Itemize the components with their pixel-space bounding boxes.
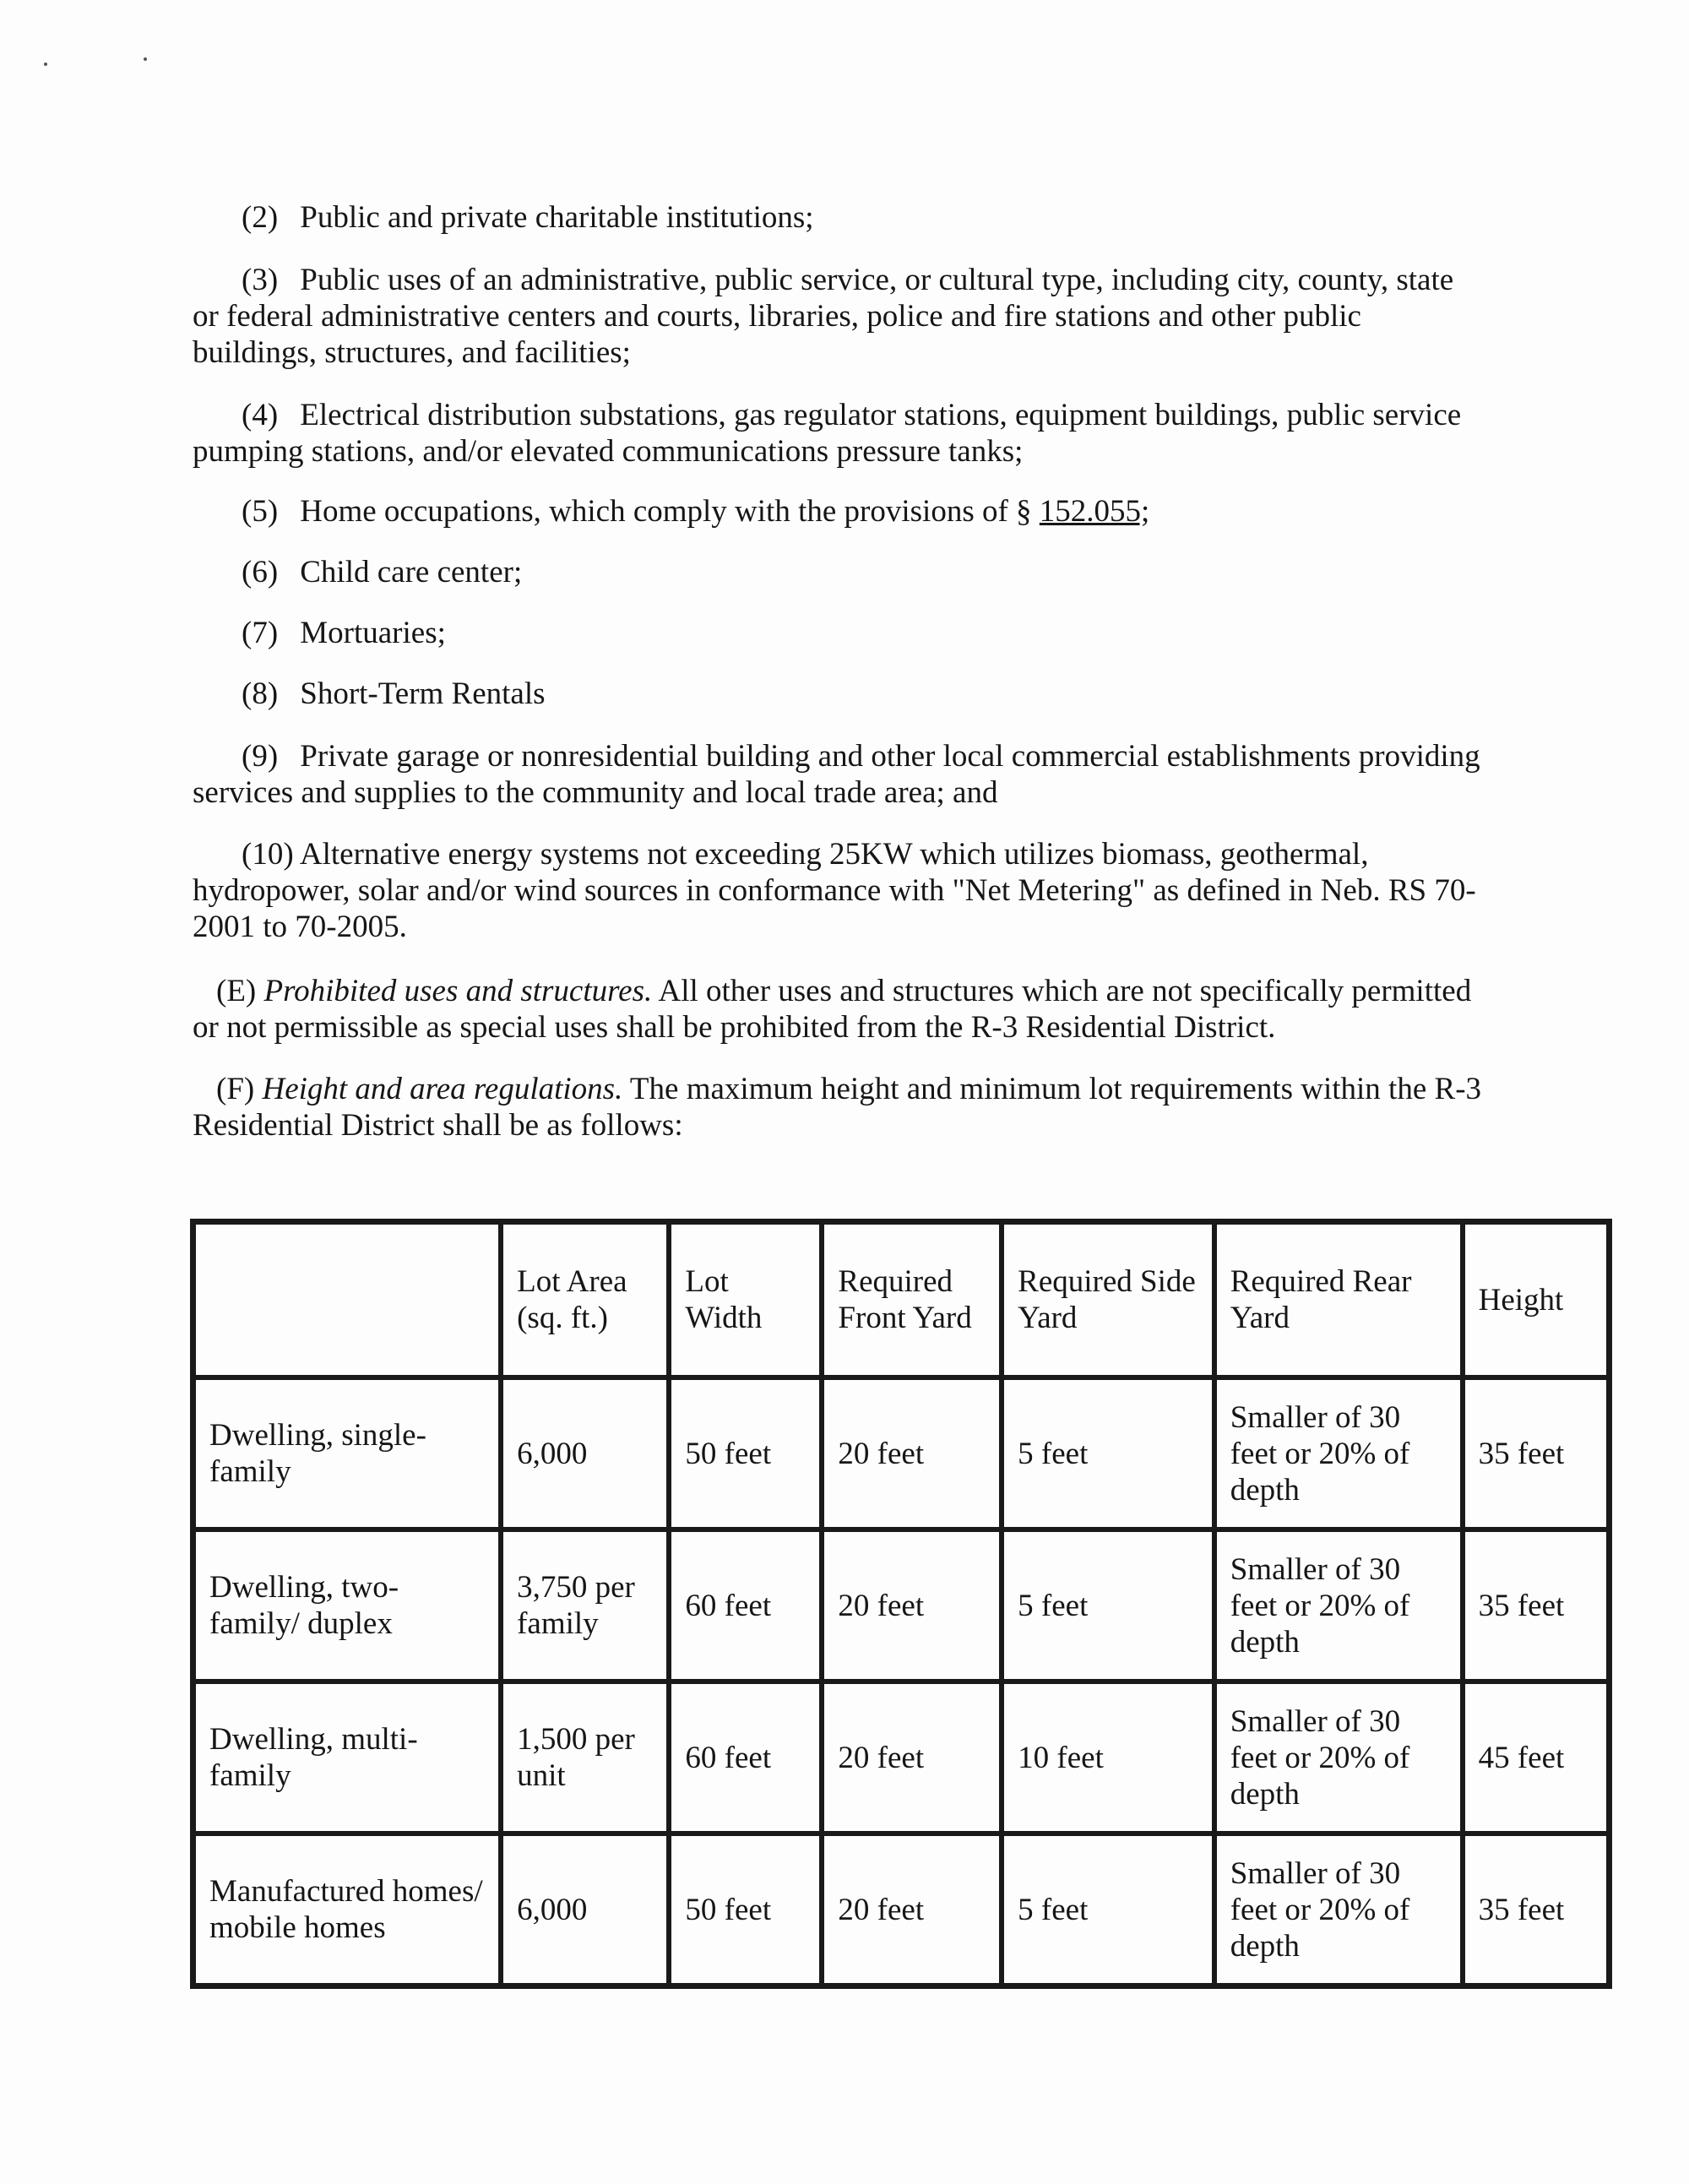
item-text: Electrical distribution substations, gas regulator stations, equipment buildings, public service pumping stations, and/or elevated communications pressure tanks;: [193, 398, 1462, 469]
item-text: Short-Term Rentals: [300, 676, 546, 711]
table-row: [193, 1834, 1609, 1986]
table-cell: 35 feet: [1463, 1377, 1609, 1529]
table-cell: 1,500 per unit: [501, 1681, 669, 1834]
table-cell: 5 feet: [1002, 1529, 1214, 1681]
list-item-9: [193, 738, 1485, 811]
list-item-7: [193, 615, 1485, 651]
item-number: (9): [242, 739, 279, 774]
item-number: (7): [242, 616, 279, 650]
item-text: Alternative energy systems not exceeding 25KW which utilizes biomass, geothermal, hydropower, solar and/or wind sources in conformance with "Net Metering" as defined in Neb. RS 70-2001 to 70-2005.: [193, 837, 1476, 944]
table-cell: 20 feet: [822, 1377, 1002, 1529]
item-number: (3): [242, 263, 279, 297]
table-cell: 50 feet: [669, 1377, 822, 1529]
column-header: Required Front Yard: [822, 1222, 1002, 1377]
item-text: Public uses of an administrative, public service, or cultural type, including city, county, state or federal administrative centers and courts, libraries, police and fire stations and other public buildings, structures, and facilities;: [193, 263, 1454, 370]
table-cell: 20 feet: [822, 1834, 1002, 1986]
item-text: Mortuaries;: [300, 616, 446, 650]
table-cell: 6,000: [501, 1377, 669, 1529]
item-text: Private garage or nonresidential building and other local commercial establishments providing services and supplies to the community and local trade area; and: [193, 739, 1480, 810]
item-number: (10): [242, 837, 294, 872]
table-header-row: [193, 1222, 1609, 1377]
section-body: The maximum height and minimum lot requirements within the R-3 Residential District shall be as follows:: [193, 1072, 1482, 1143]
table-cell: 35 feet: [1463, 1834, 1609, 1986]
list-item-2: [193, 199, 1485, 236]
table-cell: Smaller of 30 feet or 20% of depth: [1214, 1681, 1463, 1834]
column-header: Lot Width: [669, 1222, 822, 1377]
table-row: [193, 1377, 1609, 1529]
item-text: Public and private charitable institutions;: [300, 200, 814, 235]
list-item-8: [193, 676, 1485, 712]
table-cell: Dwelling, single-family: [193, 1377, 501, 1529]
table-cell: 5 feet: [1002, 1834, 1214, 1986]
list-item-10: [193, 836, 1485, 945]
table-cell: 3,750 per family: [501, 1529, 669, 1681]
item-number: (6): [242, 555, 279, 589]
item-text: Home occupations, which comply with the provisions of §: [300, 494, 1040, 529]
list-item-5: [193, 493, 1485, 530]
section-e-prohibited-uses: [193, 973, 1485, 1046]
item-number: (5): [242, 494, 279, 529]
column-header: Height: [1463, 1222, 1609, 1377]
table-cell: 50 feet: [669, 1834, 822, 1986]
table-cell: 10 feet: [1002, 1681, 1214, 1834]
table-cell: Smaller of 30 feet or 20% of depth: [1214, 1529, 1463, 1681]
table-cell: 45 feet: [1463, 1681, 1609, 1834]
item-number: (8): [242, 676, 279, 711]
item-number: (2): [242, 200, 279, 235]
column-header: Lot Area (sq. ft.): [501, 1222, 669, 1377]
table-cell: 60 feet: [669, 1681, 822, 1834]
scan-speck: [144, 57, 147, 61]
item-text: Child care center;: [300, 555, 523, 589]
section-title: Prohibited uses and structures.: [263, 974, 653, 1008]
table-row: [193, 1529, 1609, 1681]
table-cell: 5 feet: [1002, 1377, 1214, 1529]
height-area-regulations-table: [190, 1219, 1612, 1989]
column-header: Required Side Yard: [1002, 1222, 1214, 1377]
section-reference-link[interactable]: 152.055;: [1039, 494, 1150, 529]
scan-speck: [44, 62, 47, 66]
column-header: Required Rear Yard: [1214, 1222, 1463, 1377]
table-cell: 60 feet: [669, 1529, 822, 1681]
section-body: All other uses and structures which are not specifically permitted or not permissible as special uses shall be prohibited from the R-3 Residential District.: [193, 974, 1472, 1045]
section-f-height-area: [193, 1071, 1485, 1144]
column-header: [193, 1222, 501, 1377]
section-label: (E): [216, 974, 257, 1008]
table-cell: Dwelling, multi-family: [193, 1681, 501, 1834]
table-cell: 20 feet: [822, 1529, 1002, 1681]
table-row: [193, 1681, 1609, 1834]
table-cell: Dwelling, two-family/ duplex: [193, 1529, 501, 1681]
section-label: (F): [216, 1072, 255, 1106]
section-title: Height and area regulations.: [262, 1072, 623, 1106]
table-cell: Smaller of 30 feet or 20% of depth: [1214, 1834, 1463, 1986]
table-cell: 6,000: [501, 1834, 669, 1986]
table-cell: Smaller of 30 feet or 20% of depth: [1214, 1377, 1463, 1529]
list-item-3: [193, 262, 1485, 371]
table-cell: Manufactured homes/ mobile homes: [193, 1834, 501, 1986]
list-item-6: [193, 554, 1485, 590]
table-cell: 35 feet: [1463, 1529, 1609, 1681]
table-cell: 20 feet: [822, 1681, 1002, 1834]
list-item-4: [193, 397, 1485, 470]
item-number: (4): [242, 398, 279, 432]
